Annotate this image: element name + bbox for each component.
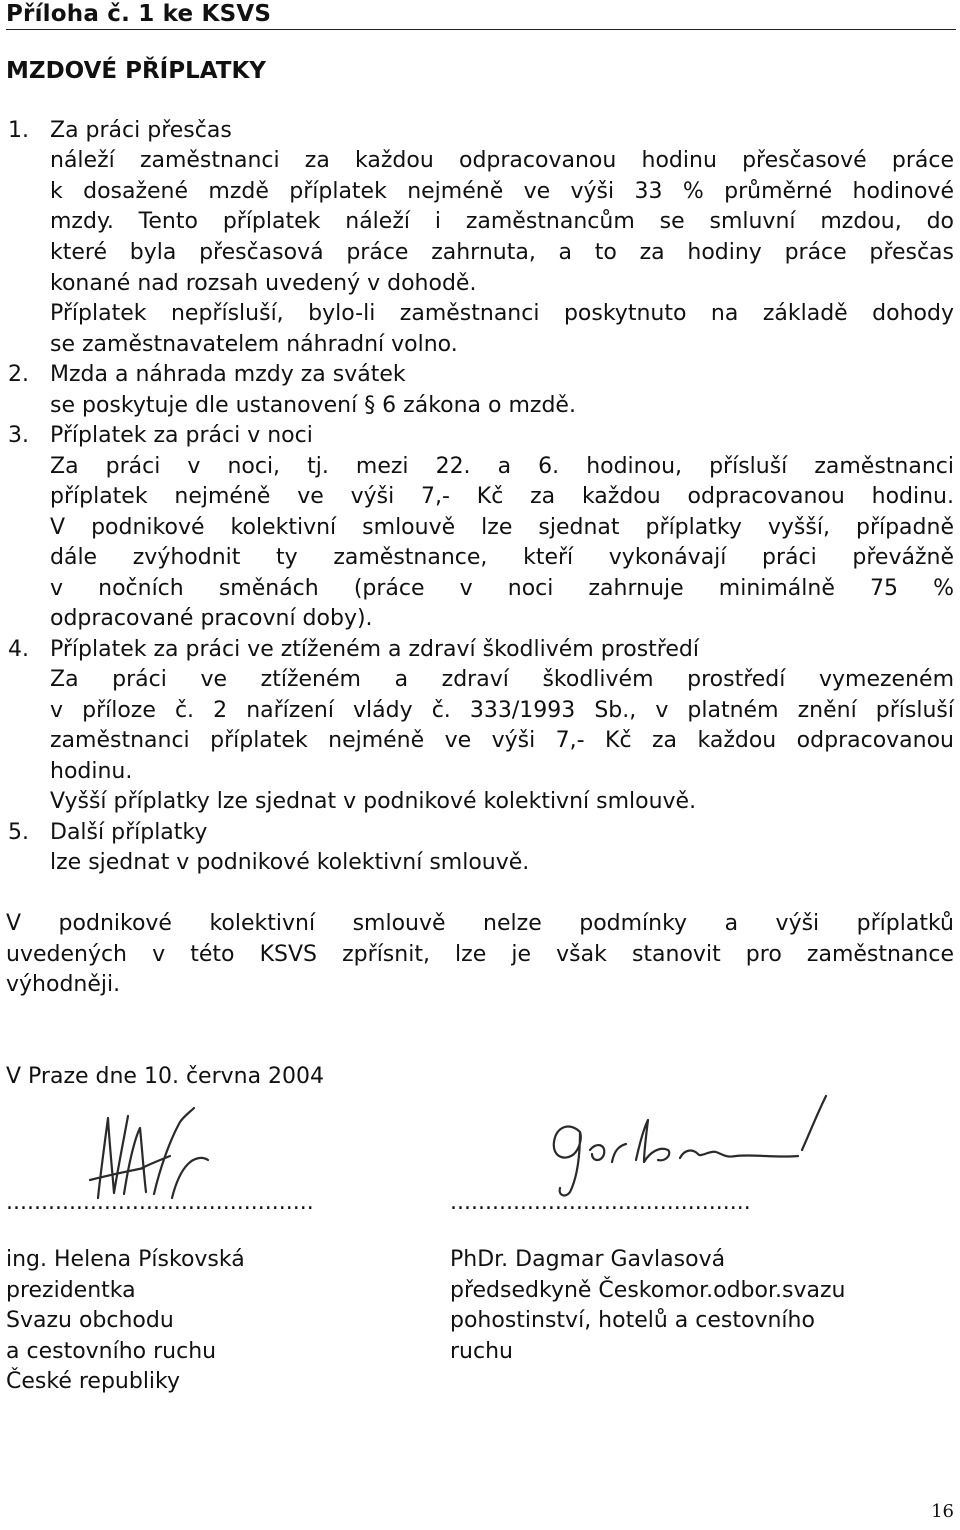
paragraph-line: dále zvýhodnit ty zaměstnance, kteří vykonávají práci převážně xyxy=(50,545,954,570)
section-number: 4. xyxy=(8,637,29,662)
paragraph-line: náleží zaměstnanci za každou odpracovanou hodinu přesčasové práce xyxy=(50,148,954,173)
signatory-org-line: pohostinství, hotelů a cestovního xyxy=(450,1308,815,1333)
paragraph-line: V podnikové kolektivní smlouvě nelze podmínky a výši příplatků xyxy=(6,911,954,936)
right-signature-image xyxy=(540,1092,840,1202)
signatory-org-line: a cestovního ruchu xyxy=(6,1339,217,1364)
place-date: V Praze dne 10. června 2004 xyxy=(6,1064,325,1089)
section-number: 5. xyxy=(8,820,29,845)
signatory-name: ing. Helena Pískovská xyxy=(6,1247,245,1272)
paragraph-line: V podnikové kolektivní smlouvě lze sjednat příplatky vyšší, případně xyxy=(50,515,954,540)
paragraph-line: které byla přesčasová práce zahrnuta, a to za hodiny práce přesčas xyxy=(50,240,954,265)
paragraph-line: výhodněji. xyxy=(6,972,121,997)
paragraph-line: Příplatek nepřísluší, bylo-li zaměstnanci poskytnuto na základě dohody xyxy=(50,301,954,326)
signatory-org-line: Svazu obchodu xyxy=(6,1308,174,1333)
signatory-title: předsedkyně Českomor.odbor.svazu xyxy=(450,1278,846,1303)
signatory-org-line: České republiky xyxy=(6,1369,181,1394)
section-title: Za práci přesčas xyxy=(50,118,232,143)
paragraph-line: Vyšší příplatky lze sjednat v podnikové kolektivní smlouvě. xyxy=(50,789,697,814)
section-number: 1. xyxy=(8,118,29,143)
paragraph-line: v nočních směnách (práce v noci zahrnuje minimálně 75 % xyxy=(50,576,954,601)
document-heading: MZDOVÉ PŘÍPLATKY xyxy=(6,58,266,84)
left-signature-line: ............................................ xyxy=(6,1190,314,1215)
paragraph-line: Za práci v noci, tj. mezi 22. a 6. hodinou, přísluší zaměstnanci xyxy=(50,454,954,479)
header-divider xyxy=(6,29,956,30)
paragraph-line: hodinu. xyxy=(50,759,133,784)
paragraph-line: konané nad rozsah uvedený v dohodě. xyxy=(50,271,477,296)
paragraph-line: se poskytuje dle ustanovení § 6 zákona o mzdě. xyxy=(50,393,576,418)
paragraph-line: zaměstnanci příplatek nejméně ve výši 7,- Kč za každou odpracovanou xyxy=(50,728,954,753)
appendix-title: Příloha č. 1 ke KSVS xyxy=(6,1,272,27)
section-title: Příplatek za práci v noci xyxy=(50,423,313,448)
signatory-name: PhDr. Dagmar Gavlasová xyxy=(450,1247,726,1272)
paragraph-line: odpracované pracovní doby). xyxy=(50,606,373,631)
paragraph-line: lze sjednat v podnikové kolektivní smlouvě. xyxy=(50,850,530,875)
right-signature-line: ........................................... xyxy=(450,1190,751,1215)
paragraph-line: mzdy. Tento příplatek náleží i zaměstnancům se smluvní mzdou, do xyxy=(50,209,954,234)
paragraph-line: se zaměstnavatelem náhradní volno. xyxy=(50,332,458,357)
section-title: Příplatek za práci ve ztíženém a zdraví škodlivém prostředí xyxy=(50,637,699,662)
signatory-org-line: ruchu xyxy=(450,1339,513,1364)
section-number: 2. xyxy=(8,362,29,387)
paragraph-line: v příloze č. 2 nařízení vlády č. 333/1993 Sb., v platném znění přísluší xyxy=(50,698,954,723)
paragraph-line: k dosažené mzdě příplatek nejméně ve výši 33 % průměrné hodinové xyxy=(50,179,954,204)
signatory-title: prezidentka xyxy=(6,1278,136,1303)
section-title: Mzda a náhrada mzdy za svátek xyxy=(50,362,406,387)
section-number: 3. xyxy=(8,423,29,448)
paragraph-line: příplatek nejméně ve výši 7,- Kč za každou odpracovanou hodinu. xyxy=(50,484,954,509)
section-title: Další příplatky xyxy=(50,820,208,845)
paragraph-line: Za práci ve ztíženém a zdraví škodlivém prostředí vymezeném xyxy=(50,667,954,692)
page-number: 16 xyxy=(931,1501,954,1522)
paragraph-line: uvedených v této KSVS zpřísnit, lze je však stanovit pro zaměstnance xyxy=(6,942,954,967)
